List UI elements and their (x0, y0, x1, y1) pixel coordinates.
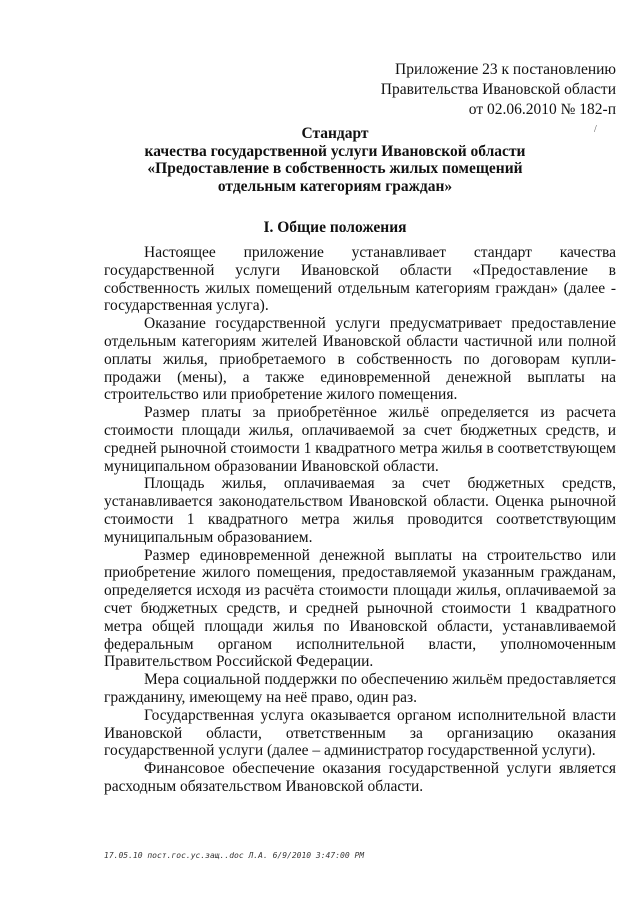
appendix-line: Правительства Ивановской области (380, 81, 616, 98)
title-line: Стандарт (301, 125, 369, 142)
paragraph: Настоящее приложение устанавливает стандарт качества государственной услуги Ивановской области «Предоставление в собственность жилых помещений отдельным категориям граждан» (далее - государственная услуга). (104, 244, 616, 315)
section-body (104, 244, 616, 796)
title-line: «Предоставление в собственность жилых помещений (147, 160, 523, 177)
paragraph: Размер единовременной денежной выплаты на строительство или приобретение жилого помещения, предоставляемой указанным гражданам, определяется исходя из расчёта стоимости площади жилья, оплачиваемой за счет бюджетных средств, и средней рыночной стоимости 1 квадратного метра общей площади жилья по Ивановской области, устанавливаемой федеральным органом исполнительной власти, уполномоченным Правительством Российской Федерации. (104, 546, 616, 671)
title-line: отдельным категориям граждан» (217, 177, 453, 195)
paragraph: Площадь жилья, оплачиваемая за счет бюджетных средств, устанавливается законодательством Ивановской области. Оценка рыночной стоимости 1 квадратного метра жилья проводится соответствующим муниципальным образованием. (104, 475, 616, 546)
paragraph: Финансовое обеспечение оказания государственной услуги является расходным обязательством Ивановской области. (104, 760, 616, 795)
document-title (60, 125, 610, 195)
paragraph: Размер платы за приобретённое жильё определяется из расчета стоимости площади жилья, оплачиваемой за счет бюджетных средств, и средней рыночной стоимости 1 квадратного метра жилья в соответствующем муниципальном образовании Ивановской области. (104, 404, 616, 475)
appendix-line: Приложение 23 к постановлению (395, 61, 616, 78)
paragraph: Оказание государственной услуги предусматривает предоставление отдельным категориям жителей Ивановской области частичной или полной оплаты жилья, приобретаемого в собственность по договорам купли-продажи (мены), а также единовременной денежной выплаты на строительство или приобретение жилого помещения. (104, 315, 616, 404)
title-line: качества государственной услуги Ивановской области (144, 142, 526, 160)
appendix-reference (381, 60, 616, 120)
section-heading: I. Общие положения (263, 219, 407, 236)
paragraph: Мера социальной поддержки по обеспечению жильём предоставляется гражданину, имеющему на неё право, один раз. (104, 671, 616, 706)
margin-mark: / (594, 124, 597, 135)
appendix-line: от 02.06.2010 № 182-п (468, 101, 616, 118)
file-footer: 17.05.10 пост.гос.ус.защ..doc Л.А. 6/9/2010 3:47:00 PM (104, 851, 365, 860)
paragraph: Государственная услуга оказывается органом исполнительной власти Ивановской области, ответственным за организацию оказания государственной услуги (далее – администратор государственной услуги). (104, 706, 616, 760)
